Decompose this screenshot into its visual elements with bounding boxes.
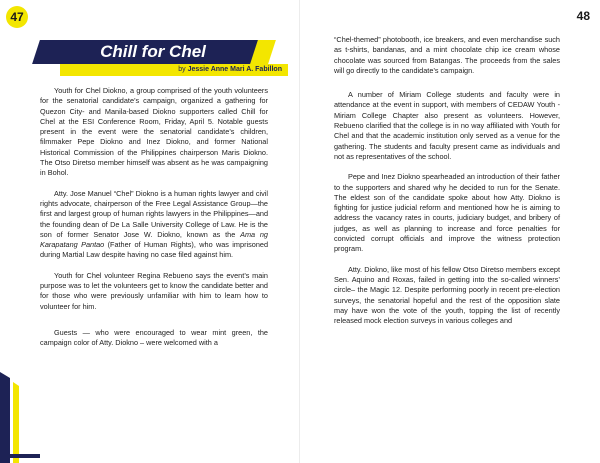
corner-decoration xyxy=(0,372,40,463)
paragraph: “Chel-themed” photobooth, ice breakers, and even merchandise such as t-shirts, bandanas, and a mint chocolate chip ice cream whose chocolate was sourced from Batangas. The proceeds from the sales will go directly to the candidate’s campaign. xyxy=(334,35,560,75)
right-column xyxy=(334,35,560,336)
paragraph: A number of Miriam College students and faculty were in attendance at the event in support, with members of CEDAW Youth - Miriam College Chapter also present as volunteers. However, Rebueno clarified that the college is in no way affiliated with Youth for Chel and that the academic institution only served as a venue for the gathering. The students and faculty present came as individuals and not as representatives of the school. xyxy=(334,90,560,161)
paragraph: Youth for Chel volunteer Regina Rebueno says the event’s main purpose was to let the volunteers get to know the candidate better and for those who were previously unfamiliar with him to learn how to volunteer for him. xyxy=(40,270,268,311)
page-number-left: 47 xyxy=(6,6,28,28)
byline xyxy=(60,64,288,76)
right-page xyxy=(300,0,600,463)
paragraph xyxy=(40,189,268,261)
paragraph-text: Atty. Jose Manuel “Chel” Diokno is a human rights lawyer and civil rights advocate, chairperson of the Free Legal Assistance Group—the first and largest group of human rights lawyers in the Philippines—and the founding dean of De La Salle University College of Law. He is the son of former Senator Jose W. Diokno, known as the xyxy=(40,188,268,239)
author-name: Jessie Anne Mari A. Fabillon xyxy=(187,66,282,73)
paragraph: Guests — who were encouraged to wear mint green, the campaign color of Atty. Diokno – were welcomed with a xyxy=(40,327,268,348)
paragraph-text: (Father of Human Rights), who was imprisoned during Martial Law despite having no case filed against him. xyxy=(40,240,268,260)
paragraph: Pepe and Inez Diokno spearheaded an introduction of their father to the supporters and shared why he decided to run for the Senate. The eldest son of the candidate spoke about how Atty. Diokno is fighting for justice judicial reform and mentioned how he is aiming to address the vacancy rates in courts, judiciary budget, and bribery of judges, as well as planning to increase and force penalties for convicted corrupt officials and improve the witness protection program. xyxy=(334,172,560,254)
article-title: Chill for Chel xyxy=(100,42,206,61)
paragraph: Youth for Chel Diokno, a group comprised of the youth volunteers for the senatorial candidate’s campaign, organized a gathering for Quezon City- and Manila-based Diokno supporters called Chill for Chel at the ESI Conference Room, Friday, April 5. Notable guests present in the event were the senatorial candidate’s children, filmmaker Pepe Diokno and Inez Diokno, and former National Historical Commission of the Philippines chairperson Maris Diokno. The Otso Diretso member himself was absent as he was campaigning in Bohol. xyxy=(40,86,268,178)
paragraph: Atty. Diokno, like most of his fellow Otso Diretso members except Sen. Aquino and Roxas, failed in getting into the so-called winners’ circle– the Magic 12. Despite performing poorly in recent pre-election surveys, the senatorial hopeful and the rest of the opposition slate may have won the vote of the youth, topping the list of recently released mock election surveys in various colleges and xyxy=(334,264,560,326)
left-column xyxy=(40,86,268,359)
byline-bar xyxy=(60,64,288,76)
byline-prefix: by xyxy=(178,66,188,73)
paragraph-italic: Ama ng Karapatang Pantao xyxy=(40,229,268,250)
page-number-right: 48 xyxy=(576,9,590,23)
